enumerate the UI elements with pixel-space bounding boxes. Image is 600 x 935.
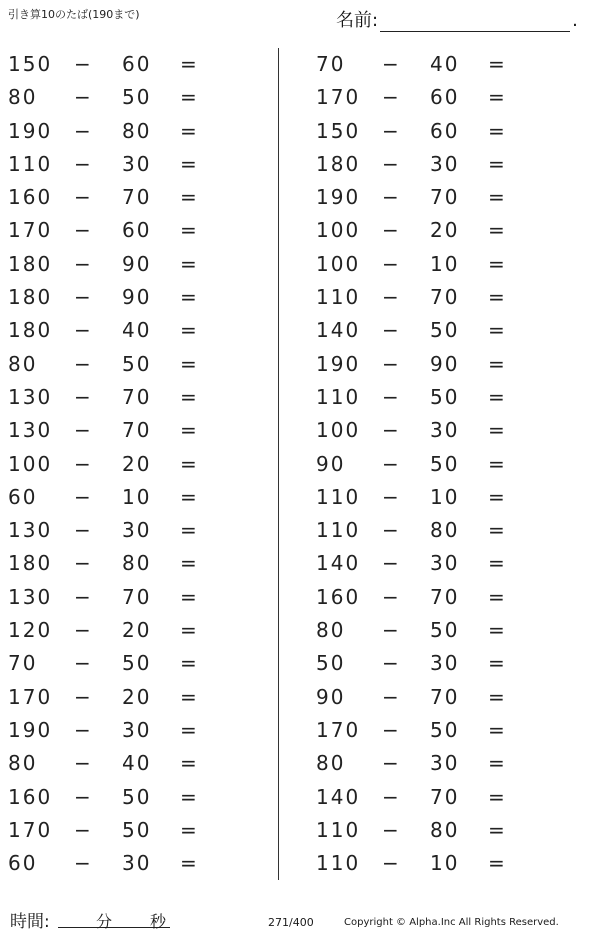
equals-sign: = [488, 684, 507, 709]
subtrahend: 30 [122, 151, 152, 176]
subtrahend: 90 [122, 285, 152, 310]
equals-sign: = [180, 118, 199, 143]
problem-row [308, 547, 588, 580]
problem-row [308, 714, 588, 747]
subtrahend: 30 [430, 651, 460, 676]
minus-sign: − [382, 551, 401, 576]
minuend: 80 [8, 351, 38, 376]
problem-row [308, 148, 588, 181]
subtrahend: 80 [122, 118, 152, 143]
equals-sign: = [488, 418, 507, 443]
minuend: 100 [316, 251, 361, 276]
minus-sign: − [382, 851, 401, 876]
minus-sign: − [382, 518, 401, 543]
subtrahend: 10 [430, 851, 460, 876]
minus-sign: − [382, 384, 401, 409]
minuend: 160 [8, 185, 53, 210]
minus-sign: − [382, 318, 401, 343]
subtrahend: 20 [122, 618, 152, 643]
minuend: 110 [8, 151, 53, 176]
equals-sign: = [488, 484, 507, 509]
equals-sign: = [488, 651, 507, 676]
problem-row [308, 214, 588, 247]
problem-row [308, 481, 588, 514]
subtrahend: 30 [122, 717, 152, 742]
equals-sign: = [180, 185, 199, 210]
subtrahend: 60 [430, 85, 460, 110]
equals-sign: = [488, 251, 507, 276]
minus-sign: − [74, 384, 93, 409]
equals-sign: = [488, 185, 507, 210]
problem-row [308, 448, 588, 481]
equals-sign: = [180, 618, 199, 643]
subtrahend: 30 [430, 751, 460, 776]
right-problem-column [308, 48, 588, 880]
minus-sign: − [382, 285, 401, 310]
problem-row [308, 248, 588, 281]
equals-sign: = [180, 784, 199, 809]
minuend: 180 [8, 551, 53, 576]
subtrahend: 20 [122, 451, 152, 476]
minuend: 190 [316, 185, 361, 210]
minuend: 180 [8, 251, 53, 276]
minus-sign: − [74, 451, 93, 476]
equals-sign: = [180, 684, 199, 709]
minuend: 80 [316, 618, 346, 643]
subtrahend: 70 [122, 584, 152, 609]
minuend: 100 [316, 418, 361, 443]
equals-sign: = [180, 584, 199, 609]
minus-sign: − [74, 484, 93, 509]
equals-sign: = [488, 618, 507, 643]
minus-sign: − [382, 185, 401, 210]
subtrahend: 20 [430, 218, 460, 243]
equals-sign: = [180, 351, 199, 376]
equals-sign: = [180, 817, 199, 842]
problem-row [0, 414, 280, 447]
minus-sign: − [74, 784, 93, 809]
equals-sign: = [488, 318, 507, 343]
equals-sign: = [488, 351, 507, 376]
minuend: 60 [8, 851, 38, 876]
equals-sign: = [180, 751, 199, 776]
minuend: 60 [8, 484, 38, 509]
equals-sign: = [488, 518, 507, 543]
minuend: 170 [8, 218, 53, 243]
minuend: 130 [8, 584, 53, 609]
minus-sign: − [74, 418, 93, 443]
minuend: 170 [316, 717, 361, 742]
minus-sign: − [382, 52, 401, 76]
worksheet-title: 引き算10のたば(190まで) [8, 8, 140, 21]
minus-sign: − [74, 651, 93, 676]
minus-sign: − [382, 751, 401, 776]
subtrahend: 60 [122, 218, 152, 243]
minus-sign: − [74, 285, 93, 310]
equals-sign: = [180, 484, 199, 509]
equals-sign: = [488, 584, 507, 609]
minus-sign: − [74, 618, 93, 643]
problem-row [308, 281, 588, 314]
problem-row [0, 781, 280, 814]
minuend: 110 [316, 851, 361, 876]
problem-row [0, 314, 280, 347]
minutes-label: 分 [96, 912, 113, 931]
subtrahend: 30 [430, 151, 460, 176]
time-label: 時間: [10, 912, 50, 932]
subtrahend: 50 [430, 618, 460, 643]
subtrahend: 70 [122, 418, 152, 443]
problem-row [308, 115, 588, 148]
minuend: 110 [316, 384, 361, 409]
subtrahend: 30 [122, 851, 152, 876]
problem-row [0, 547, 280, 580]
minus-sign: − [74, 584, 93, 609]
minus-sign: − [382, 251, 401, 276]
equals-sign: = [180, 151, 199, 176]
equals-sign: = [488, 551, 507, 576]
equals-sign: = [180, 418, 199, 443]
minuend: 180 [8, 285, 53, 310]
minus-sign: − [74, 684, 93, 709]
problem-row [308, 847, 588, 880]
minus-sign: − [74, 85, 93, 110]
minuend: 140 [316, 551, 361, 576]
minus-sign: − [382, 351, 401, 376]
equals-sign: = [180, 251, 199, 276]
minuend: 70 [8, 651, 38, 676]
minuend: 70 [316, 52, 346, 76]
subtrahend: 40 [122, 318, 152, 343]
problem-row [0, 48, 280, 81]
seconds-label: 秒 [150, 912, 167, 931]
problem-row [0, 115, 280, 148]
minus-sign: − [74, 351, 93, 376]
subtrahend: 10 [430, 251, 460, 276]
problem-row [0, 214, 280, 247]
problem-row [308, 581, 588, 614]
problem-row [308, 81, 588, 114]
problem-row [308, 614, 588, 647]
subtrahend: 70 [430, 285, 460, 310]
subtrahend: 50 [430, 451, 460, 476]
problem-row [308, 348, 588, 381]
minuend: 160 [8, 784, 53, 809]
problem-row [308, 514, 588, 547]
problem-row [0, 647, 280, 680]
footer [0, 905, 600, 933]
problem-row [308, 181, 588, 214]
minus-sign: − [74, 151, 93, 176]
minuend: 170 [316, 85, 361, 110]
minus-sign: − [382, 218, 401, 243]
minus-sign: − [382, 418, 401, 443]
minuend: 100 [316, 218, 361, 243]
minuend: 110 [316, 518, 361, 543]
minus-sign: − [74, 52, 93, 76]
subtrahend: 80 [122, 551, 152, 576]
minus-sign: − [74, 518, 93, 543]
subtrahend: 50 [122, 817, 152, 842]
minus-sign: − [382, 451, 401, 476]
problem-row [0, 514, 280, 547]
minuend: 80 [8, 85, 38, 110]
subtrahend: 90 [430, 351, 460, 376]
subtrahend: 30 [430, 551, 460, 576]
subtrahend: 10 [122, 484, 152, 509]
minuend: 110 [316, 484, 361, 509]
equals-sign: = [488, 751, 507, 776]
minuend: 110 [316, 285, 361, 310]
minus-sign: − [382, 717, 401, 742]
problem-row [0, 681, 280, 714]
minuend: 80 [316, 751, 346, 776]
subtrahend: 70 [430, 185, 460, 210]
minuend: 80 [8, 751, 38, 776]
subtrahend: 50 [122, 85, 152, 110]
minus-sign: − [382, 817, 401, 842]
equals-sign: = [180, 85, 199, 110]
equals-sign: = [180, 717, 199, 742]
name-end-mark: . [572, 10, 578, 31]
problem-row [0, 581, 280, 614]
problem-row [308, 414, 588, 447]
minus-sign: − [74, 318, 93, 343]
equals-sign: = [488, 817, 507, 842]
minus-sign: − [382, 484, 401, 509]
subtrahend: 60 [430, 118, 460, 143]
minuend: 190 [8, 717, 53, 742]
subtrahend: 80 [430, 518, 460, 543]
subtrahend: 60 [122, 52, 152, 76]
problem-row [308, 747, 588, 780]
equals-sign: = [180, 52, 199, 76]
equals-sign: = [488, 52, 507, 76]
page-number: 271/400 [268, 916, 314, 929]
minuend: 90 [316, 684, 346, 709]
minus-sign: − [382, 684, 401, 709]
minuend: 120 [8, 618, 53, 643]
problem-row [0, 714, 280, 747]
minuend: 50 [316, 651, 346, 676]
subtrahend: 50 [122, 351, 152, 376]
problem-row [0, 747, 280, 780]
equals-sign: = [488, 384, 507, 409]
minus-sign: − [382, 118, 401, 143]
equals-sign: = [488, 451, 507, 476]
problem-row [0, 614, 280, 647]
name-blank-line [380, 13, 570, 32]
equals-sign: = [488, 151, 507, 176]
subtrahend: 50 [122, 784, 152, 809]
problem-row [308, 381, 588, 414]
equals-sign: = [488, 784, 507, 809]
subtrahend: 50 [430, 384, 460, 409]
subtrahend: 70 [122, 185, 152, 210]
minus-sign: − [74, 218, 93, 243]
problem-row [308, 781, 588, 814]
minus-sign: − [382, 584, 401, 609]
minuend: 110 [316, 817, 361, 842]
minuend: 90 [316, 451, 346, 476]
name-label: 名前: [336, 10, 379, 31]
problem-row [308, 681, 588, 714]
minus-sign: − [74, 185, 93, 210]
equals-sign: = [180, 518, 199, 543]
problem-row [0, 81, 280, 114]
equals-sign: = [180, 384, 199, 409]
equals-sign: = [488, 118, 507, 143]
subtrahend: 20 [122, 684, 152, 709]
minus-sign: − [74, 751, 93, 776]
minuend: 130 [8, 418, 53, 443]
subtrahend: 50 [122, 651, 152, 676]
subtrahend: 30 [122, 518, 152, 543]
equals-sign: = [488, 285, 507, 310]
equals-sign: = [180, 318, 199, 343]
minuend: 140 [316, 318, 361, 343]
minuend: 150 [316, 118, 361, 143]
minus-sign: − [382, 85, 401, 110]
subtrahend: 70 [430, 784, 460, 809]
equals-sign: = [180, 285, 199, 310]
minus-sign: − [74, 817, 93, 842]
minuend: 180 [316, 151, 361, 176]
minuend: 130 [8, 518, 53, 543]
subtrahend: 10 [430, 484, 460, 509]
equals-sign: = [488, 218, 507, 243]
problem-row [0, 248, 280, 281]
problem-row [308, 647, 588, 680]
equals-sign: = [180, 451, 199, 476]
minuend: 150 [8, 52, 53, 76]
subtrahend: 30 [430, 418, 460, 443]
minus-sign: − [382, 651, 401, 676]
problem-row [0, 348, 280, 381]
problem-row [0, 481, 280, 514]
minuend: 190 [8, 118, 53, 143]
problem-row [308, 48, 588, 81]
minus-sign: − [74, 251, 93, 276]
minus-sign: − [382, 618, 401, 643]
equals-sign: = [488, 717, 507, 742]
subtrahend: 70 [122, 384, 152, 409]
minus-sign: − [74, 118, 93, 143]
name-field [336, 6, 578, 32]
subtrahend: 90 [122, 251, 152, 276]
subtrahend: 50 [430, 717, 460, 742]
minuend: 190 [316, 351, 361, 376]
minuend: 180 [8, 318, 53, 343]
problem-row [0, 814, 280, 847]
problem-row [308, 814, 588, 847]
subtrahend: 70 [430, 684, 460, 709]
equals-sign: = [180, 651, 199, 676]
subtrahend: 40 [122, 751, 152, 776]
equals-sign: = [180, 551, 199, 576]
subtrahend: 50 [430, 318, 460, 343]
minus-sign: − [74, 717, 93, 742]
minuend: 170 [8, 684, 53, 709]
minuend: 170 [8, 817, 53, 842]
equals-sign: = [180, 218, 199, 243]
problem-row [0, 148, 280, 181]
minuend: 130 [8, 384, 53, 409]
subtrahend: 70 [430, 584, 460, 609]
equals-sign: = [488, 85, 507, 110]
subtrahend: 40 [430, 52, 460, 76]
minus-sign: − [382, 151, 401, 176]
equals-sign: = [488, 851, 507, 876]
equals-sign: = [180, 851, 199, 876]
subtrahend: 80 [430, 817, 460, 842]
problem-row [0, 381, 280, 414]
minuend: 140 [316, 784, 361, 809]
problem-row [308, 314, 588, 347]
minuend: 160 [316, 584, 361, 609]
minuend: 100 [8, 451, 53, 476]
copyright-text: Copyright © Alpha.Inc All Rights Reserved. [344, 917, 559, 928]
problem-row [0, 181, 280, 214]
minus-sign: − [74, 851, 93, 876]
minus-sign: − [382, 784, 401, 809]
problem-row [0, 281, 280, 314]
problem-row [0, 847, 280, 880]
minus-sign: − [74, 551, 93, 576]
left-problem-column [0, 48, 280, 880]
problem-row [0, 448, 280, 481]
